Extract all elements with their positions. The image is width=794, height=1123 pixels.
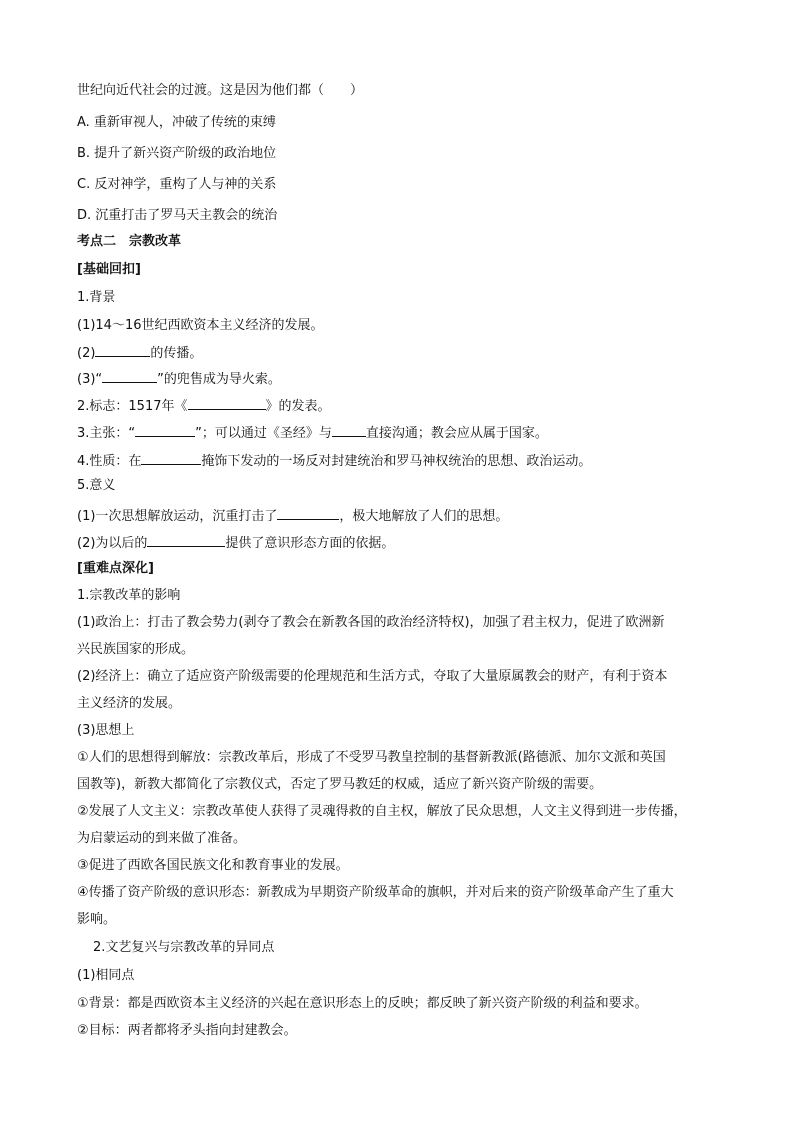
text: (2)为以后的 — [77, 536, 148, 551]
ideology-item-3: ③促进了西欧各国民族文化和教育事业的发展。 — [77, 858, 349, 873]
meaning-item-2 — [77, 533, 717, 552]
question-stem: 世纪向近代社会的过渡。这是因为他们都（ ） — [77, 83, 364, 98]
ideology-item-1-line-1: ①人们的思想得到解放：宗教改革后，形成了不受罗马教皇控制的基督新教派(路德派、加尔文派和英国 — [77, 750, 666, 765]
section-title: 考点二 宗教改革 — [77, 234, 182, 249]
text: 4.性质：在 — [77, 454, 142, 469]
background-item-2 — [77, 343, 717, 362]
impact-ideology-title: (3)思想上 — [77, 723, 135, 738]
text: 3.主张：“ — [77, 426, 136, 441]
fill-blank[interactable] — [188, 396, 266, 410]
option-d: D. 沉重打击了罗马天主教会的统治 — [77, 208, 278, 223]
text: 提供了意识形态方面的依据。 — [225, 536, 395, 551]
option-c: C. 反对神学，重构了人与神的关系 — [77, 177, 277, 192]
review-header: [基础回扣] — [77, 262, 141, 277]
option-b: B. 提升了新兴资产阶级的政治地位 — [77, 146, 277, 161]
impact-economy-line-1: (2)经济上：确立了适应资产阶级需要的伦理规范和生活方式，夺取了大量原属教会的财产，有利于资本 — [77, 669, 668, 684]
text: ”的兜售成为导火索。 — [157, 372, 281, 387]
ideology-item-4-line-1: ④传播了资产阶级的意识形态：新教成为早期资产阶级革命的旗帜，并对后来的资产阶级革命产生了重大 — [77, 885, 674, 900]
impact-title: 1.宗教改革的影响 — [77, 588, 181, 603]
meaning-item-1 — [77, 506, 717, 525]
fill-blank[interactable] — [102, 369, 157, 383]
text: (1)一次思想解放运动，沉重打击了 — [77, 509, 278, 524]
ideology-item-2-line-1: ②发展了人文主义：宗教改革使人获得了灵魂得救的自主权，解放了民众思想，人文主义得到进一步传播， — [77, 804, 687, 819]
text: ”；可以通过《圣经》与 — [195, 426, 332, 441]
ideology-item-1-line-2: 国教等)，新教大都简化了宗教仪式，否定了罗马教廷的权威，适应了新兴资产阶级的需要。 — [77, 777, 603, 792]
same-title: (1)相同点 — [77, 968, 135, 983]
text: 直接沟通；教会应从属于国家。 — [365, 426, 548, 441]
mark-line — [77, 396, 717, 415]
text: 2.标志：1517年《 — [77, 399, 188, 414]
impact-politics-line-1: (1)政治上：打击了教会势力(剥夺了教会在新教各国的政治经济特权)，加强了君主权力，促进了欧洲新 — [77, 615, 665, 630]
fill-blank[interactable] — [135, 423, 195, 437]
background-item-1: (1)14～16世纪西欧资本主义经济的发展。 — [77, 318, 324, 333]
compare-title: 2.文艺复兴与宗教改革的异同点 — [93, 940, 275, 955]
deep-header: [重难点深化] — [77, 561, 154, 576]
text: ，极大地解放了人们的思想。 — [339, 509, 509, 524]
same-item-2: ②目标：两者都将矛头指向封建教会。 — [77, 1023, 297, 1038]
text: 的传播。 — [150, 346, 203, 361]
claim-line — [77, 423, 717, 442]
fill-blank[interactable] — [147, 533, 225, 547]
background-title: 1.背景 — [77, 290, 116, 305]
ideology-item-2-line-2: 为启蒙运动的到来做了准备。 — [77, 831, 247, 846]
impact-economy-line-2: 主义经济的发展。 — [77, 696, 182, 711]
option-a: A. 重新审视人，冲破了传统的束缚 — [77, 115, 276, 130]
ideology-item-4-line-2: 影响。 — [77, 912, 117, 927]
fill-blank[interactable] — [95, 343, 150, 357]
text: (3)“ — [77, 372, 103, 387]
nature-line — [77, 451, 717, 470]
fill-blank[interactable] — [277, 506, 339, 520]
fill-blank[interactable] — [332, 423, 366, 437]
impact-politics-line-2: 兴民族国家的形成。 — [77, 642, 195, 657]
meaning-title: 5.意义 — [77, 478, 116, 493]
text: 掩饰下发动的一场反对封建统治和罗马神权统治的思想、政治运动。 — [201, 454, 592, 469]
same-item-1: ①背景：都是西欧资本主义经济的兴起在意识形态上的反映；都反映了新兴资产阶级的利益和要求。 — [77, 996, 648, 1011]
text: 》的发表。 — [265, 399, 331, 414]
background-item-3 — [77, 369, 717, 388]
text: (2) — [77, 346, 96, 361]
fill-blank[interactable] — [141, 451, 201, 465]
